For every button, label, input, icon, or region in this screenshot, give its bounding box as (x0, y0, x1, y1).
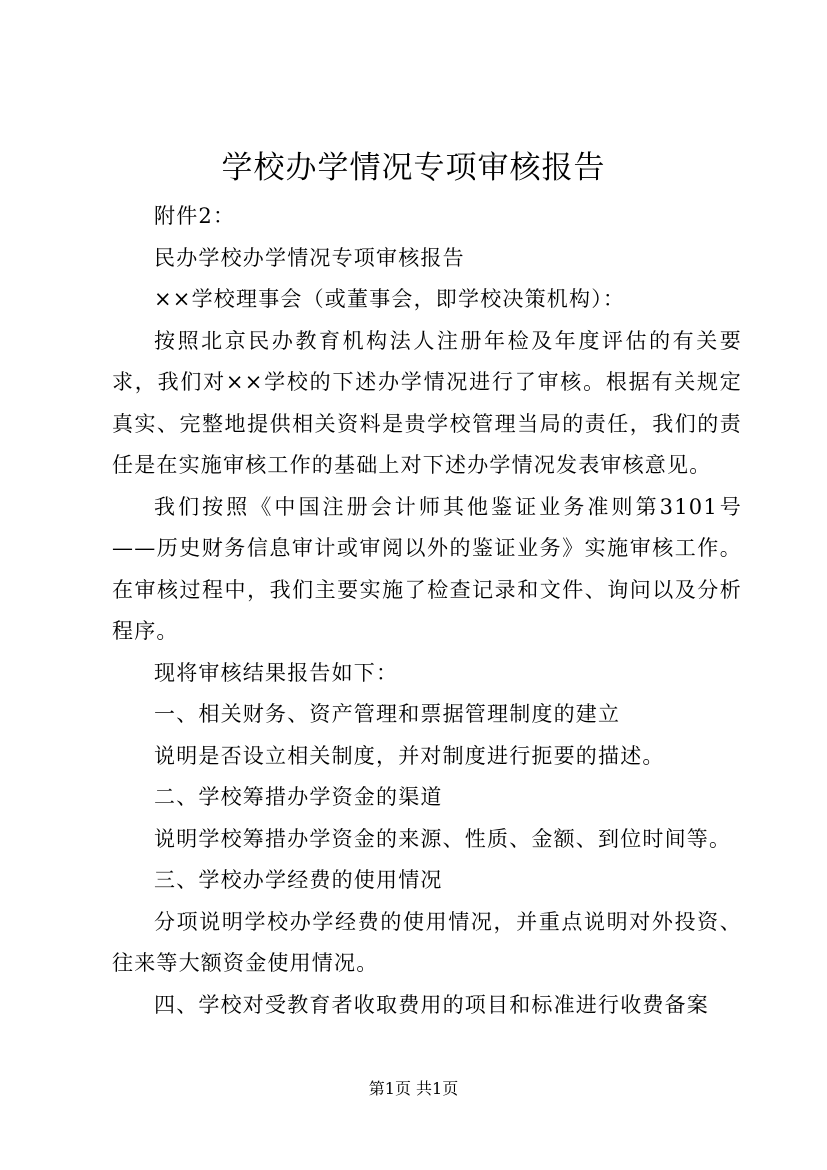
body-paragraph: 说明学校筹措办学资金的来源、性质、金额、到位时间等。 (154, 826, 732, 851)
body-paragraph: 按照北京民办教育机构法人注册年检及年度评估的有关要求，我们对××学校的下述办学情况进行了审核。根据有关规定真实、完整地提供相关资料是贵学校管理当局的责任，我们的责任是在实施审核工作的基础上对下述办学情况发表审核意见。 (112, 328, 742, 477)
body-paragraph: 分项说明学校办学经费的使用情况，并重点说明对外投资、往来等大额资金使用情况。 (112, 909, 742, 975)
section-heading: 二、学校筹措办学资金的渠道 (154, 785, 443, 809)
salutation: ××学校理事会（或董事会，即学校决策机构）： (154, 287, 626, 311)
body-paragraph: 我们按照《中国注册会计师其他鉴证业务准则第3101号——历史财务信息审计或审阅以外的鉴证业务》实施审核工作。在审核过程中，我们主要实施了检查记录和文件、询问以及分析程序。 (112, 494, 742, 643)
report-subtitle: 民办学校办学情况专项审核报告 (154, 245, 465, 270)
document-title: 学校办学情况专项审核报告 (221, 150, 606, 186)
body-paragraph: 现将审核结果报告如下： (154, 660, 399, 685)
section-heading: 四、学校对受教育者收取费用的项目和标准进行收费备案 (154, 992, 709, 1017)
attachment-label: 附件2： (154, 204, 236, 228)
section-heading: 一、相关财务、资产管理和票据管理制度的建立 (154, 702, 621, 726)
page-footer: 第1页 共1页 (368, 1079, 459, 1098)
document-body (112, 196, 742, 1026)
section-heading: 三、学校办学经费的使用情况 (154, 868, 443, 892)
body-paragraph: 说明是否设立相关制度，并对制度进行扼要的描述。 (154, 743, 665, 768)
